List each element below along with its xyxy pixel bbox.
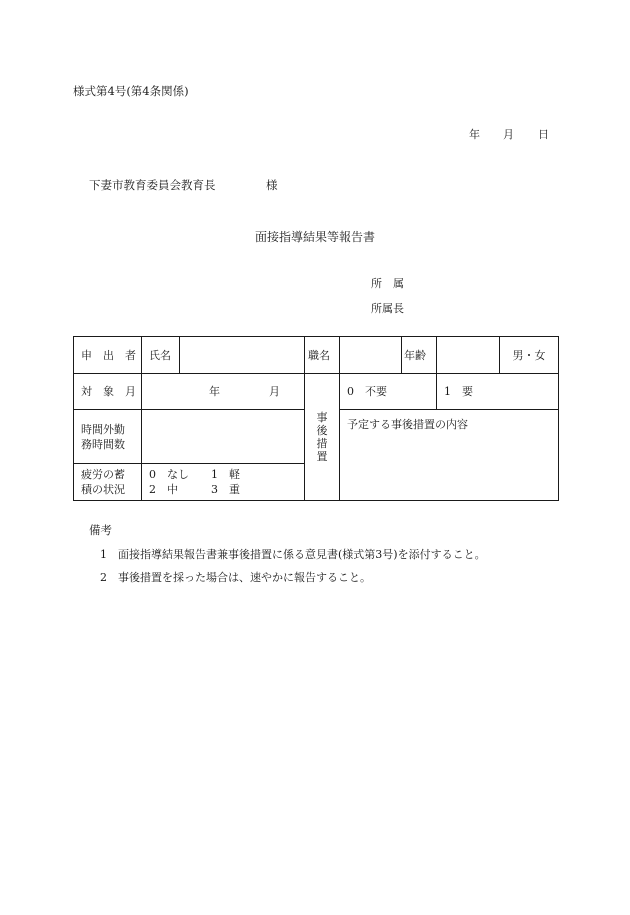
overtime-field[interactable] — [142, 410, 305, 464]
document-title: 面接指導結果等報告書 — [255, 230, 376, 244]
followup-label: 事 後 措 置 — [305, 374, 340, 501]
date-year: 年 — [469, 128, 480, 141]
fatigue-options[interactable] — [142, 464, 305, 501]
target-month-label: 対 象 月 — [74, 374, 142, 410]
applicant-label: 申 出 者 — [74, 337, 142, 374]
target-year-unit: 年 — [209, 385, 220, 398]
affiliation-head-label: 所属長 — [371, 302, 404, 315]
target-month-field[interactable] — [142, 374, 305, 410]
remarks-heading: 備考 — [89, 523, 112, 537]
overtime-label: 時間外勤 務時間数 — [74, 410, 142, 464]
option-unneeded[interactable]: 0 不要 — [340, 374, 437, 410]
remarks-item-2: 2 事後措置を採った場合は、速やかに報告すること。 — [100, 571, 371, 584]
name-field[interactable] — [180, 337, 305, 374]
fatigue-options-line-2: 2 中 3 重 — [149, 483, 240, 496]
gender-field[interactable]: 男・女 — [500, 337, 559, 374]
job-title-field[interactable] — [340, 337, 402, 374]
date-day: 日 — [538, 128, 549, 141]
job-title-label: 職名 — [305, 337, 340, 374]
age-label: 年齢 — [402, 337, 437, 374]
option-needed[interactable]: 1 要 — [437, 374, 559, 410]
name-label: 氏名 — [142, 337, 180, 374]
remarks-item-1: 1 面接指導結果報告書兼事後措置に係る意見書(様式第3号)を添付すること。 — [100, 548, 486, 561]
addressee-honorific: 様 — [266, 178, 278, 192]
planned-measures-label: 予定する事後措置の内容 — [347, 418, 468, 431]
fatigue-options-line-1: 0 なし 1 軽 — [149, 468, 240, 481]
age-field[interactable] — [437, 337, 500, 374]
target-month-unit: 月 — [269, 385, 280, 398]
affiliation-label: 所 属 — [371, 277, 404, 290]
addressee-name: 下妻市教育委員会教育長 — [89, 178, 216, 192]
report-form-table — [73, 336, 559, 501]
planned-measures-field[interactable] — [340, 410, 559, 501]
fatigue-label: 疲労の蓄 積の状況 — [74, 464, 142, 501]
date-month: 月 — [503, 128, 514, 141]
form-number: 様式第4号(第4条関係) — [73, 84, 189, 98]
